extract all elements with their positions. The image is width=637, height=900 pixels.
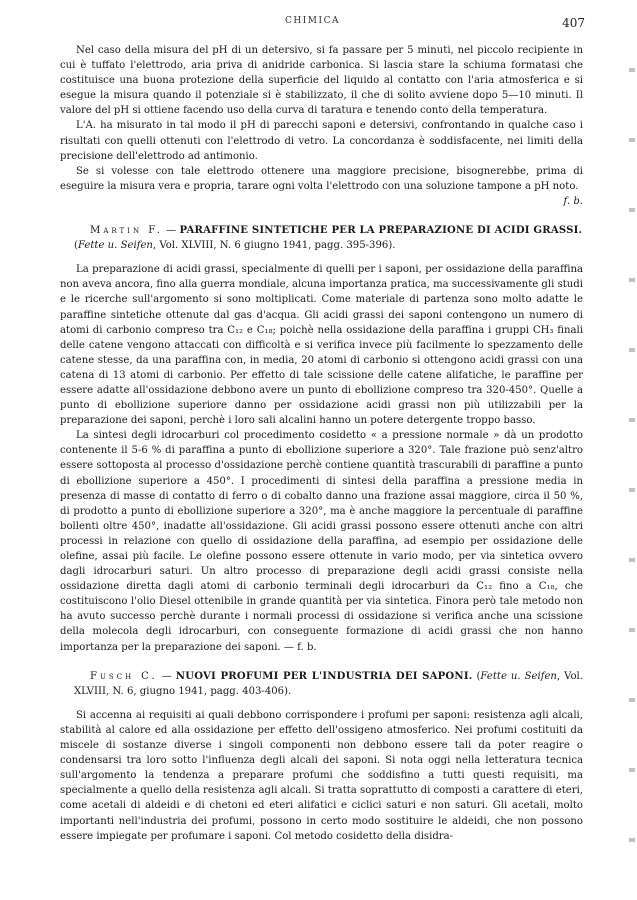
- article-2-dash: —: [157, 670, 176, 682]
- article-1-paren: (: [74, 240, 78, 252]
- article-2-title: NUOVI PROFUMI PER L'INDUSTRIA DEI SAPONI.: [175, 670, 473, 682]
- scan-edge-marks: [629, 30, 635, 850]
- article-1-dash: —: [162, 225, 180, 237]
- article-1-heading: [60, 223, 583, 253]
- article-2-paragraph-1: Si accenna ai requisiti ai quali debbono corrispondere i profumi per saponi: resistenza agli alcali, stabilità al calore ed alla ossidazione per effetto dell'ossigeno atmosferico. Nei profumi costituiti da miscele di sostanze diverse i singoli componenti non debbono essere tali da poter reagire o condensarsi tra loro sotto l'influenza degli alcali dei saponi. Si nota oggi nella letteratura tecnica sull'argomento la tendenza a preparare profumi che soddisfino a tutti questi requisiti, ma specialmente a quello della resistenza agli alcali. Si tratta soprattutto di composti a carattere di eteri, come acetali di aldeidi e di chetoni ed eteri alifatici e ciclici saturi e non saturi. Gli acetali, molto importanti nell'industria dei profumi, possono in certo modo sostituire le aldeidi, che non possono essere impiegate per profumare i saponi. Col metodo cosidetto della disidra-: [60, 709, 584, 842]
- article-2-heading: [60, 669, 583, 699]
- article-2-paren: (: [472, 670, 481, 682]
- article-1-author: Martin F.: [90, 225, 163, 237]
- intro-paragraph-3: Se si volesse con tale elettrodo ottenere una maggiore precisione, bisognerebbe, prima di eseguire la misura vera e propria, tarare ogni volta l'elettrodo con una soluzione tampone a pH noto.: [60, 165, 583, 192]
- article-1-paragraph-2: La sintesi degli idrocarburi col procedimento cosidetto « a pressione normale » dà un prodotto contenente il 5-6 % di paraffina a punto di ebollizione superiore a 320°. Tale frazione può senz'altro essere sottoposta al processo d'ossidazione perchè contiene quantità trascurabili di paraffine a punto di ebollizione superiore a 450°. I procedimenti di sintesi della paraffina a pressione media in presenza di masse di contatto di ferro o di cobalto danno una frazione assai maggiore, circa il 50 %, di prodotto a punto di ebollizione superiore a 320°, ma è anche maggiore la percentuale di paraffine bollenti oltre 450°, inadatte all'ossidazione. Gli acidi grassi possono essere ottenuti anche con altri processi in relazione con quello di ossidazione della paraffina, ad esempio per ossidazione delle olefine, assai più facile. Le olefine possono essere ottenute in vario modo, per via sintetica ovvero dagli idrocarburi saturi. Un altro processo di preparazione degli acidi grassi consiste nella ossidazione diretta dagli atomi di carbonio terminali degli idrocarburi da C₁₂ fino a C₁₈, che costituiscono l'olio Diesel ottenibile in grande quantità per via sintetica. Finora però tale metodo non ha avuto successo perchè durante i normali processi di ossidazione si verifica anche una scissione della molecola degli idrocarburi, con conseguente formazione di acidi grassi che non hanno importanza per la preparazione dei saponi. — f. b.: [60, 430, 583, 653]
- article-1-paragraph-1: La preparazione di acidi grassi, specialmente di quelli per i saponi, per ossidazione della paraffina non aveva ancora, fino alla guerra mondiale, alcuna importanza pratica, ma successivamente gli studi e le ricerche sull'argomento si sono moltiplicati. Come materiale di partenza sono molto adatte le paraffine sintetiche ottenute dal gas d'acqua. Gli acidi grassi dei saponi contengono un numero di atomi di carbonio compreso tra C₁₂ e C₁₈; poichè nella ossidazione della paraffina i gruppi CH₃ finali delle catene vengono attaccati con difficoltà e si verifica invece più facilmente lo spezzamento delle catene stesse, da una paraffina con, in media, 20 atomi di carbonio si ottengono acidi grassi con una catena di 13 atomi di carbonio. Per effetto di tale scissione delle catene alifatiche, le paraffine per essere adatte all'ossidazione debbono avere un punto di ebollizione compreso tra 320-450°. Quelle a punto di ebollizione superiore danno per ossidazione acidi grassi non più utilizzabili per la preparazione dei saponi, perchè i loro sali alcalini hanno un potere detergente troppo basso.: [60, 264, 583, 427]
- page-number: 407: [562, 16, 585, 30]
- article-1-title: PARAFFINE SINTETICHE PER LA PREPARAZIONE DI ACIDI GRASSI.: [179, 225, 583, 237]
- section-spacer: [60, 655, 583, 669]
- section-spacer: [60, 209, 583, 223]
- running-title: CHIMICA: [285, 16, 340, 26]
- article-2-citation: , Vol. XLVIII, N. 6, giugno 1941, pagg. 403-406).: [74, 670, 583, 697]
- intro-signature: f. b.: [563, 195, 583, 207]
- intro-paragraph-2: L'A. ha misurato in tal modo il pH di parecchi saponi e detersivi, confrontando in qualche caso i risultati con quelli ottenuti con l'elettrodo di vetro. La concordanza è soddisfacente, nei limiti della precisione dell'elettrodo ad antimonio.: [60, 120, 583, 162]
- article-1-journal: Fette u. Seifen: [77, 240, 153, 252]
- text-body: [60, 43, 583, 844]
- running-header: [40, 16, 585, 34]
- intro-paragraph-1: Nel caso della misura del pH di un detersivo, si fa passare per 5 minuti, nel piccolo recipiente in cui è tuffato l'elettrodo, aria priva di anidride carbonica. Si lascia stare la schiuma formatasi che costituisce una buona protezione della superficie del liquido al contatto con l'aria atmosferica e si esegue la misura quando il potenziale si è stabilizzato, il che di solito avviene dopo 5—10 minuti. Il valore del pH si ottiene facendo uso della curva di taratura e tenendo conto della temperatura.: [60, 45, 583, 117]
- article-2-author: Fusch C.: [90, 670, 158, 682]
- article-2-journal: Fette u. Seifen: [480, 670, 557, 682]
- heading-gap: [60, 253, 583, 262]
- heading-gap: [60, 699, 583, 708]
- article-1-citation: , Vol. XLVIII, N. 6 giugno 1941, pagg. 395-396).: [152, 240, 396, 252]
